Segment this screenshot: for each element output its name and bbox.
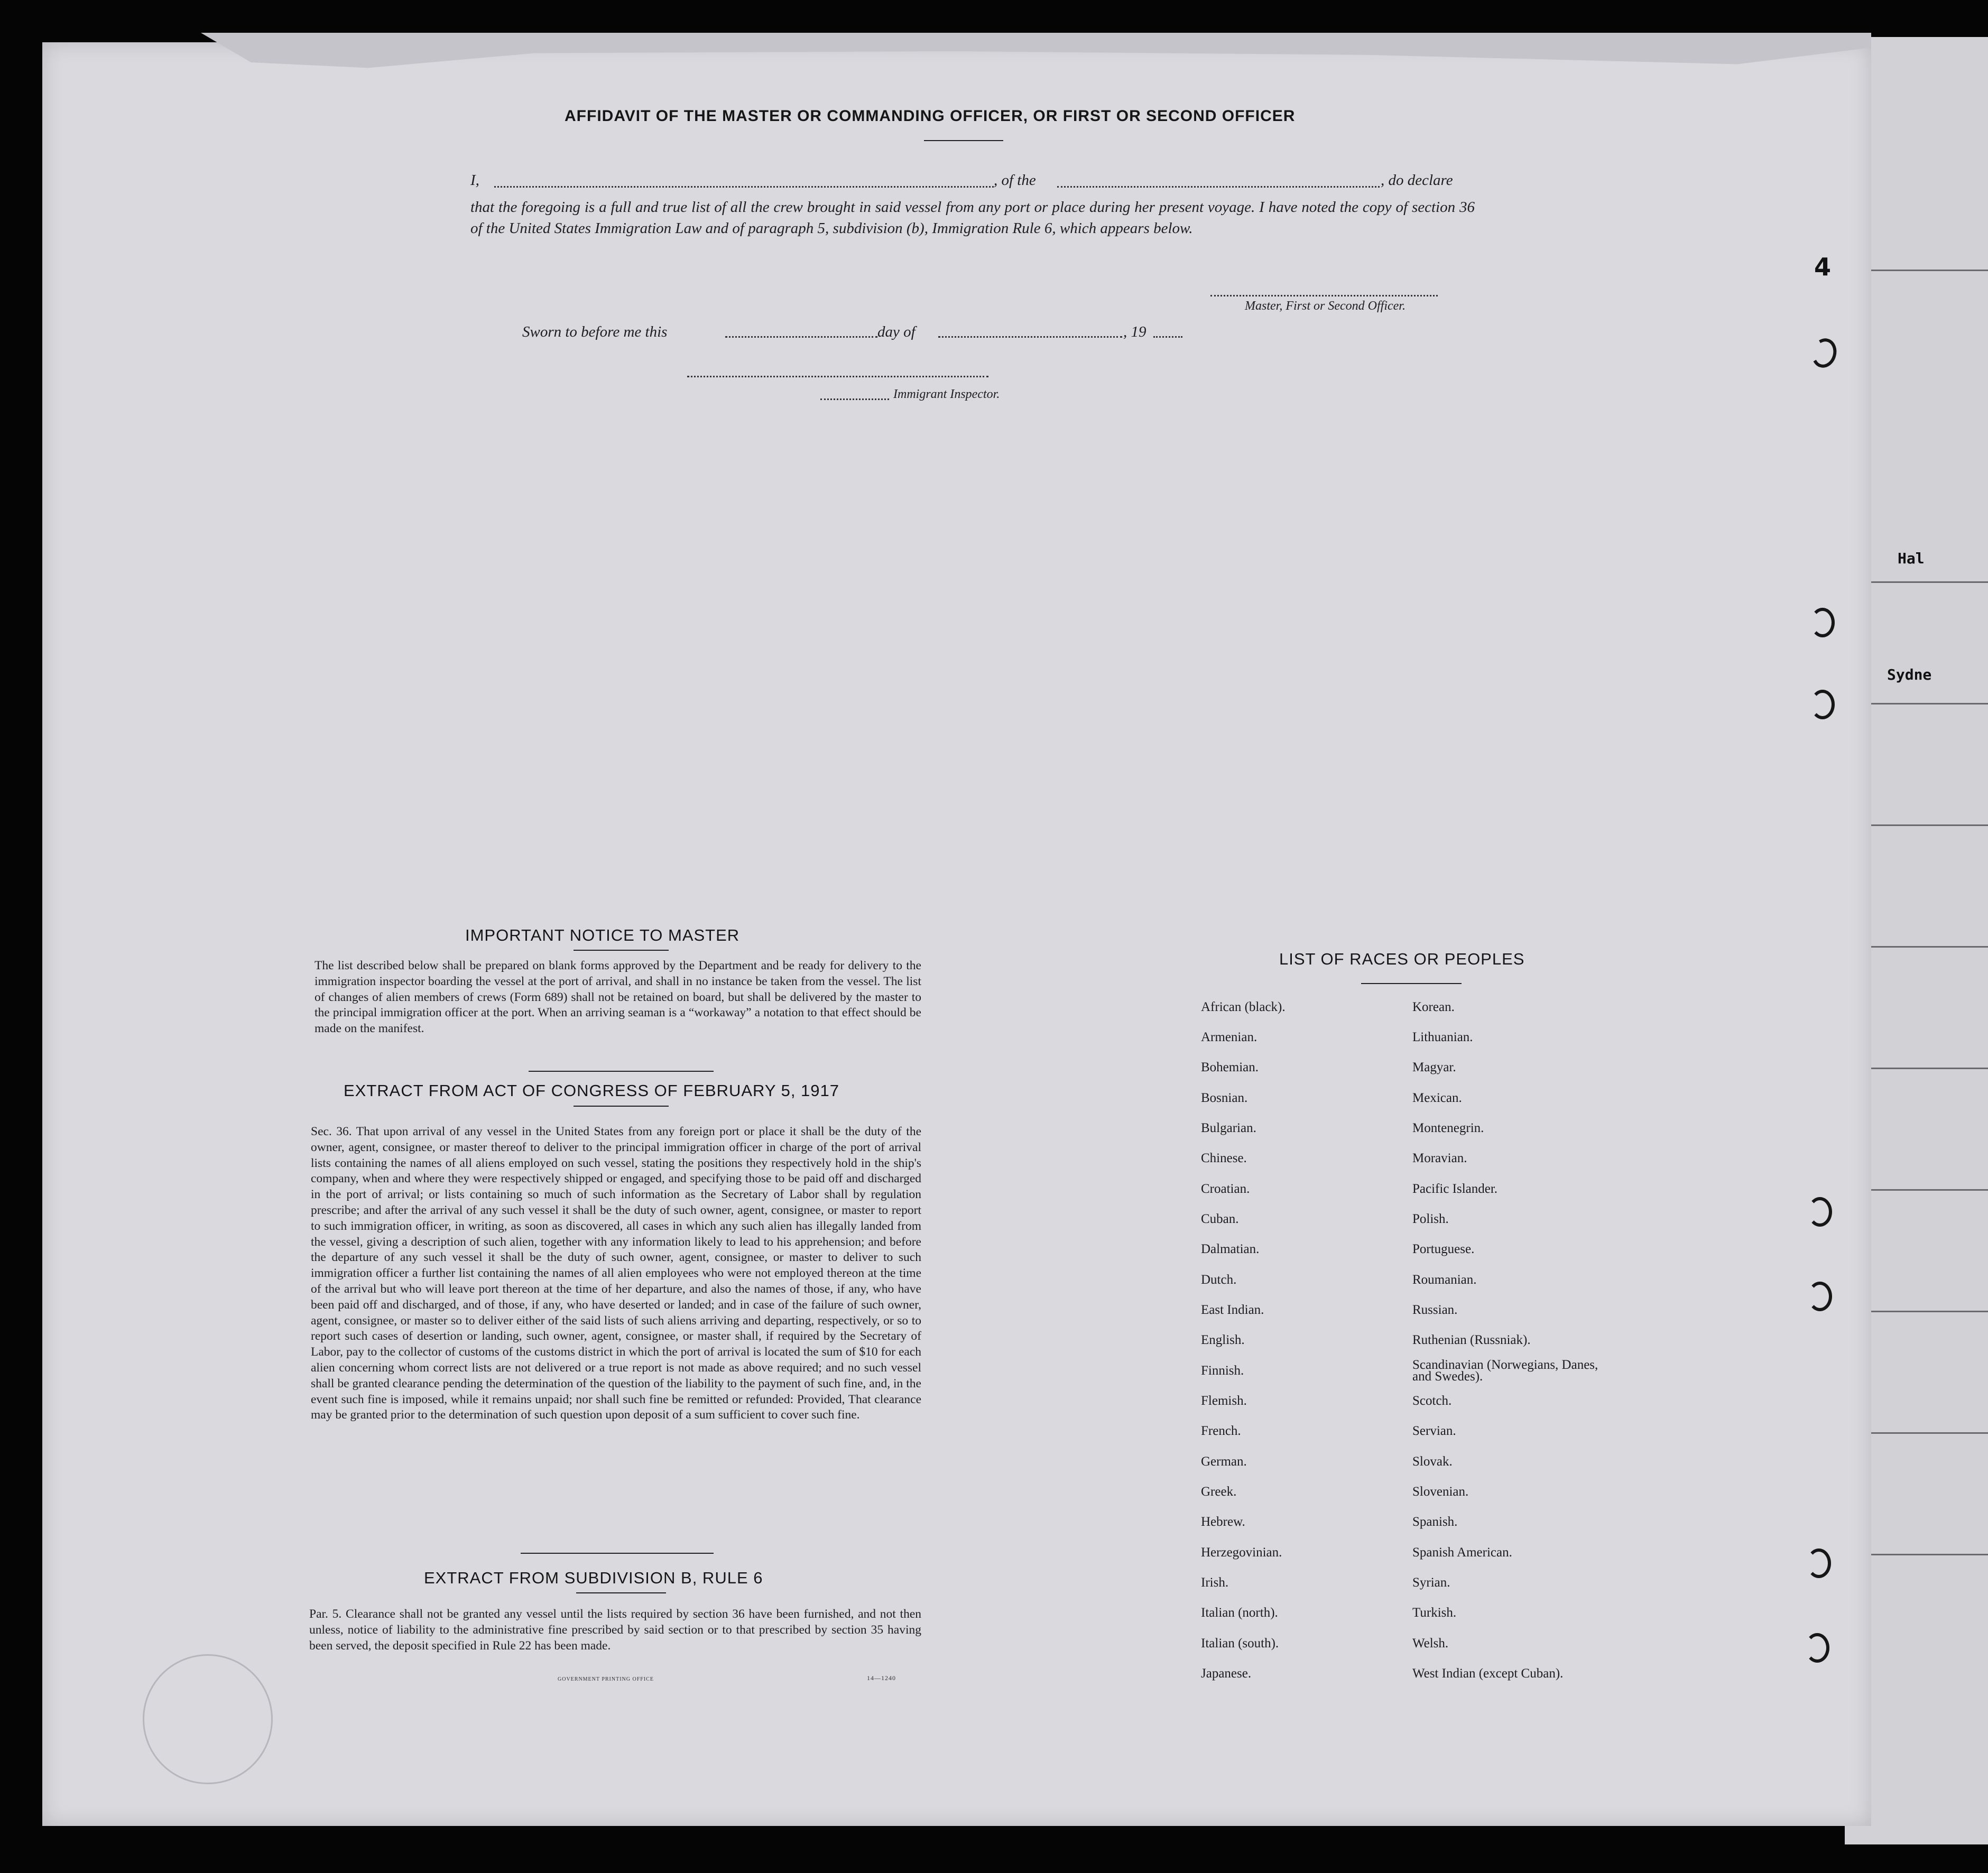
sworn-prefix: Sworn to before me this: [522, 323, 668, 340]
race-item: Hebrew.: [1201, 1515, 1245, 1529]
notice-body: The list described below shall be prepared on blank forms approved by the Department and be ready for delivery to the immigration inspector boarding the vessel at the port of arrival, and shall in no instance be taken from the vessel. The list of changes of alien members of crews (Form 689) shall not be retained on board, but shall be delivered by the master to the principal immigration officer at the port. When an arriving seaman is a “workaway” a notation to that effect should be made on the manifest.: [315, 959, 921, 1036]
inspector-signature-blank: [687, 376, 988, 377]
notice-title: IMPORTANT NOTICE TO MASTER: [465, 926, 740, 944]
race-item: Syrian.: [1412, 1575, 1450, 1590]
affidavit-body-text: that the foregoing is a full and true list of all the crew brought in said vessel from any port or place during her present voyage. I have noted the copy of section 36 of the United States Immigration Law and of paragraph 5, subdivision (b), Immigration Rule 6, which appears below.: [470, 199, 1475, 237]
under-sheet-text-hal: Hal: [1898, 550, 1925, 567]
race-item: Finnish.: [1201, 1364, 1244, 1378]
affidavit-declaration-line: [470, 172, 479, 189]
extract-rule-title-rule: [576, 1592, 666, 1593]
race-item: Italian (north).: [1201, 1606, 1278, 1620]
race-item: Scandinavian (Norwegians, Danes, and Swedes).: [1412, 1358, 1598, 1384]
form-page: [42, 42, 1871, 1826]
affidavit-of-the-label: , of the: [994, 172, 1036, 189]
binder-hole-2: [1810, 608, 1835, 637]
race-item: Chinese.: [1201, 1151, 1247, 1165]
race-item: Spanish.: [1412, 1515, 1458, 1529]
binder-hole-4: [1808, 1197, 1832, 1227]
binder-hole-3: [1810, 690, 1835, 719]
race-item: Magyar.: [1412, 1060, 1456, 1074]
race-item: Welsh.: [1412, 1636, 1449, 1651]
master-signature-caption: Master, First or Second Officer.: [1245, 299, 1406, 313]
printer-imprint: GOVERNMENT PRINTING OFFICE: [558, 1676, 654, 1682]
extract-rule-body: Par. 5. Clearance shall not be granted any vessel until the lists required by section 36 have been furnished, and not then unless, notice of liability to the administrative fine prescribed by said section or to that prescribed by section 35 having been served, the deposit specified in Rule 22 has been made.: [309, 1607, 921, 1653]
extract-act-title: EXTRACT FROM ACT OF CONGRESS OF FEBRUARY 5, 1917: [344, 1081, 840, 1100]
race-item: Herzegovinian.: [1201, 1545, 1282, 1560]
race-item: Turkish.: [1412, 1606, 1457, 1620]
race-item: Russian.: [1412, 1303, 1458, 1317]
race-item: Bulgarian.: [1201, 1121, 1256, 1135]
extract-act-title-rule: [574, 1106, 669, 1107]
race-item: Cuban.: [1201, 1212, 1239, 1226]
sworn-day-blank: [725, 336, 877, 338]
race-item: Dalmatian.: [1201, 1242, 1260, 1256]
affidavit-vessel-blank: [1057, 186, 1380, 188]
binder-hole-5: [1808, 1282, 1832, 1311]
race-item: Moravian.: [1412, 1151, 1467, 1165]
race-item: French.: [1201, 1424, 1241, 1438]
race-item: Ruthenian (Russniak).: [1412, 1333, 1531, 1347]
race-item: Portuguese.: [1412, 1242, 1475, 1256]
race-item: Mexican.: [1412, 1091, 1462, 1105]
race-item: German.: [1201, 1454, 1247, 1469]
race-item: Flemish.: [1201, 1394, 1247, 1408]
binder-hole-6: [1807, 1549, 1831, 1578]
extract-act-body: Sec. 36. That upon arrival of any vessel in the United States from any foreign port or place it shall be the duty of the owner, agent, consignee, or master thereof to deliver to the principal immigration officer in charge of the port of arrival lists containing the names of all aliens employed on such vessel, stating the positions they respectively hold in the ship's company, when and where they were respectively shipped or engaged, and specifying those to be paid off and discharged in the port of arrival; or lists containing so much of such information as the Secretary of Labor shall by regulation prescribe; and after the arrival of any such vessel it shall be the duty of such owner, agent, consignee, or master to report to such immigration officer, in writing, as soon as discovered, all cases in which any such alien has illegally landed from the vessel, giving a description of such alien, together with any information likely to lead to his apprehension; and before the departure of any such vessel it shall be the duty of such owner, agent, consignee, or master to deliver to such immigration officer a further list containing the names of all alien employees who were not employed thereon at the time of the arrival but who will leave port thereon at the time of her departure, and also the names of those, if any, who have been paid off and discharged, and of those, if any, who have deserted or landed; and in case of the failure of such owner, agent, consignee, or master so to deliver either of the said lists of such aliens arriving and departing, respectively, or so to report such cases of desertion or landing, such owner, agent, consignee, or master shall, if required by the Secretary of Labor, pay to the collector of customs of the customs district in which the port of arrival is located the sum of $10 for each alien concerning whom correct lists are not delivered or a true report is not made as above required; and no such vessel shall be granted clearance pending the determination of the question of the liability to the payment of such fine, and, in the event such fine is imposed, while it remains unpaid; nor shall such fine be remitted or refunded: Provided, That clearance may be granted prior to the determination of such question upon deposit of a sum sufficient to cover such fine.: [311, 1125, 921, 1422]
race-item: English.: [1201, 1333, 1245, 1347]
sworn-year-label: , 19: [1123, 323, 1146, 340]
inspector-signature-blank-2: [820, 398, 889, 400]
notice-title-rule: [574, 950, 669, 951]
affidavit-i-label: I,: [470, 172, 479, 189]
race-item: Slovenian.: [1412, 1485, 1469, 1499]
race-item: African (black).: [1201, 1000, 1286, 1014]
race-item: Irish.: [1201, 1575, 1229, 1590]
races-title-rule: [1361, 983, 1462, 984]
affidavit-do-declare-label: , do declare: [1381, 172, 1453, 189]
races-title: LIST OF RACES OR PEOPLES: [1279, 950, 1525, 968]
affidavit-title: AFFIDAVIT OF THE MASTER OR COMMANDING OFFICER, OR FIRST OR SECOND OFFICER: [565, 107, 1296, 125]
race-item: Lithuanian.: [1412, 1030, 1473, 1044]
page-number-mark: 4: [1814, 253, 1832, 281]
form-number: 14—1240: [867, 1674, 896, 1682]
sworn-day-of-label: day of: [877, 323, 916, 340]
race-item: Japanese.: [1201, 1666, 1252, 1681]
sworn-year-blank: [1153, 336, 1182, 338]
extract-act-divider: [521, 1553, 714, 1554]
race-item: Scotch.: [1412, 1394, 1452, 1408]
race-item: Italian (south).: [1201, 1636, 1279, 1651]
master-signature-blank: [1210, 295, 1438, 296]
race-item: Montenegrin.: [1412, 1121, 1484, 1135]
under-sheet-text-sydne: Sydne: [1887, 666, 1932, 683]
race-item: Slovak.: [1412, 1454, 1453, 1469]
race-item: Servian.: [1412, 1424, 1456, 1438]
affidavit-name-blank: [494, 186, 994, 188]
race-item: Bosnian.: [1201, 1091, 1248, 1105]
race-item: Spanish American.: [1412, 1545, 1512, 1560]
race-item: Armenian.: [1201, 1030, 1257, 1044]
race-item: Polish.: [1412, 1212, 1449, 1226]
notice-divider: [529, 1071, 714, 1072]
binder-hole-7: [1805, 1633, 1829, 1663]
race-item: East Indian.: [1201, 1303, 1264, 1317]
race-item: Dutch.: [1201, 1273, 1237, 1287]
affidavit-title-rule: [924, 140, 1003, 141]
race-item: Pacific Islander.: [1412, 1182, 1498, 1196]
inspector-caption: Immigrant Inspector.: [893, 387, 1000, 401]
race-item: Roumanian.: [1412, 1273, 1477, 1287]
race-item: Bohemian.: [1201, 1060, 1259, 1074]
race-item: West Indian (except Cuban).: [1412, 1666, 1564, 1681]
faded-stamp: [143, 1654, 273, 1784]
sworn-month-blank: [938, 336, 1122, 338]
race-item: Croatian.: [1201, 1182, 1250, 1196]
extract-rule-title: EXTRACT FROM SUBDIVISION B, RULE 6: [424, 1569, 763, 1587]
race-item: Greek.: [1201, 1485, 1237, 1499]
race-item: Korean.: [1412, 1000, 1455, 1014]
